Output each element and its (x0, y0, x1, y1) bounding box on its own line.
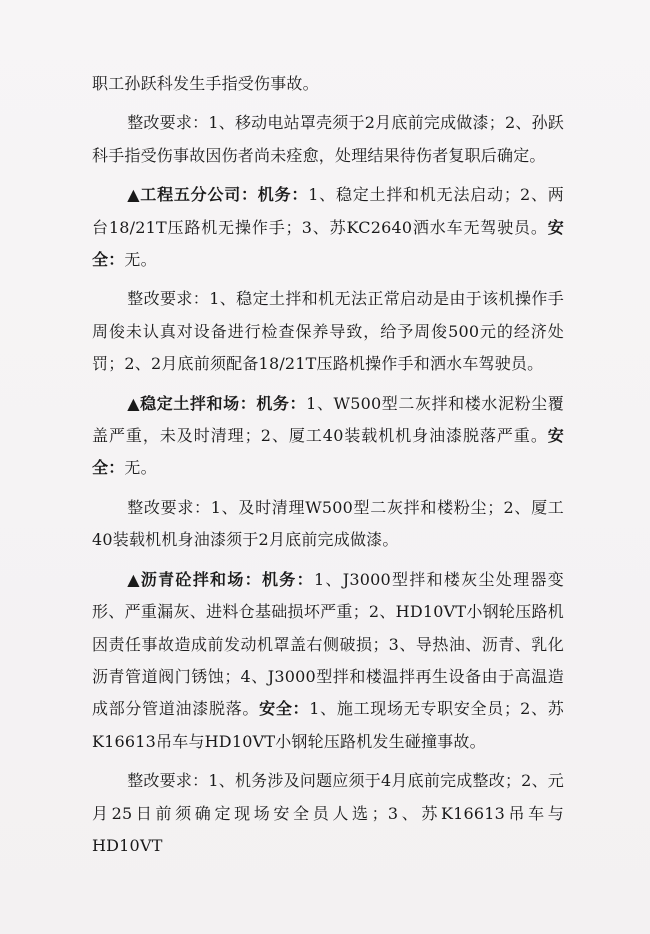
paragraph-6 (92, 492, 564, 557)
stabilized-soil-safety-heading: 安全： (92, 426, 564, 478)
asphalt-plant-safety-heading: 安全： (259, 699, 310, 719)
company-five-safety-text: 无。 (124, 250, 157, 270)
company-five-safety-heading: 安全： (92, 217, 564, 270)
paragraph-7 (92, 564, 564, 758)
paragraph-1 (92, 68, 564, 100)
company-five-rectification: 整改要求：1、稳定土拌和机无法正常启动是由于该机操作手周俊未认真对设备进行检查保养导致，给予周俊500元的经济处罚；2、2月底前须配备18/21T压路机操作手和洒水车驾驶员。 (92, 289, 564, 374)
paragraph-8 (92, 765, 564, 862)
company-five-heading: ▲工程五分公司：机务： (127, 185, 309, 205)
paragraph-4 (92, 283, 564, 380)
paragraph-3 (92, 179, 564, 276)
company-five-machine-issues: 1、稳定土拌和机无法启动；2、两台18/21T压路机无操作手；3、苏KC2640洒水车无驾驶员。 (92, 185, 564, 237)
paragraph-1-text: 职工孙跃科发生手指受伤事故。 (92, 74, 319, 93)
paragraph-2 (92, 107, 564, 172)
asphalt-plant-safety-issues: 1、施工现场无专职安全员；2、苏K16613吊车与HD10VT小钢轮压路机发生碰撞事故。 (92, 699, 564, 751)
document-body (92, 68, 564, 869)
stabilized-soil-safety-text: 无。 (124, 458, 157, 478)
asphalt-plant-heading: ▲沥青砼拌和场：机务： (127, 569, 314, 589)
stabilized-soil-machine-issues: 1、W500型二灰拌和楼水泥粉尘覆盖严重，未及时清理；2、厦工40装载机机身油漆脱落严重。 (92, 393, 564, 446)
asphalt-plant-rectification: 整改要求：1、机务涉及问题应须于4月底前完成整改；2、元月25日前须确定现场安全员人选；3、苏K16613吊车与HD10VT (92, 771, 564, 855)
stabilized-soil-heading: ▲稳定土拌和场：机务： (127, 393, 307, 413)
paragraph-5 (92, 388, 564, 485)
stabilized-soil-rectification: 整改要求：1、及时清理W500型二灰拌和楼粉尘；2、厦工40装载机机身油漆须于2月底前完成做漆。 (92, 497, 564, 550)
paragraph-2-text: 整改要求：1、移动电站罩壳须于2月底前完成做漆；2、孙跃科手指受伤事故因伤者尚未痊愈，处理结果待伤者复职后确定。 (92, 113, 564, 165)
asphalt-plant-machine-issues: 1、J3000型拌和楼灰尘处理器变形、严重漏灰、进料仓基础损坏严重；2、HD10VT小钢轮压路机因责任事故造成前发动机罩盖右侧破损；3、导热油、沥青、乳化沥青管道阀门锈蚀；4、J3000型拌和楼温拌再生设备由于高温造成部分管道油漆脱落。 (92, 569, 564, 719)
